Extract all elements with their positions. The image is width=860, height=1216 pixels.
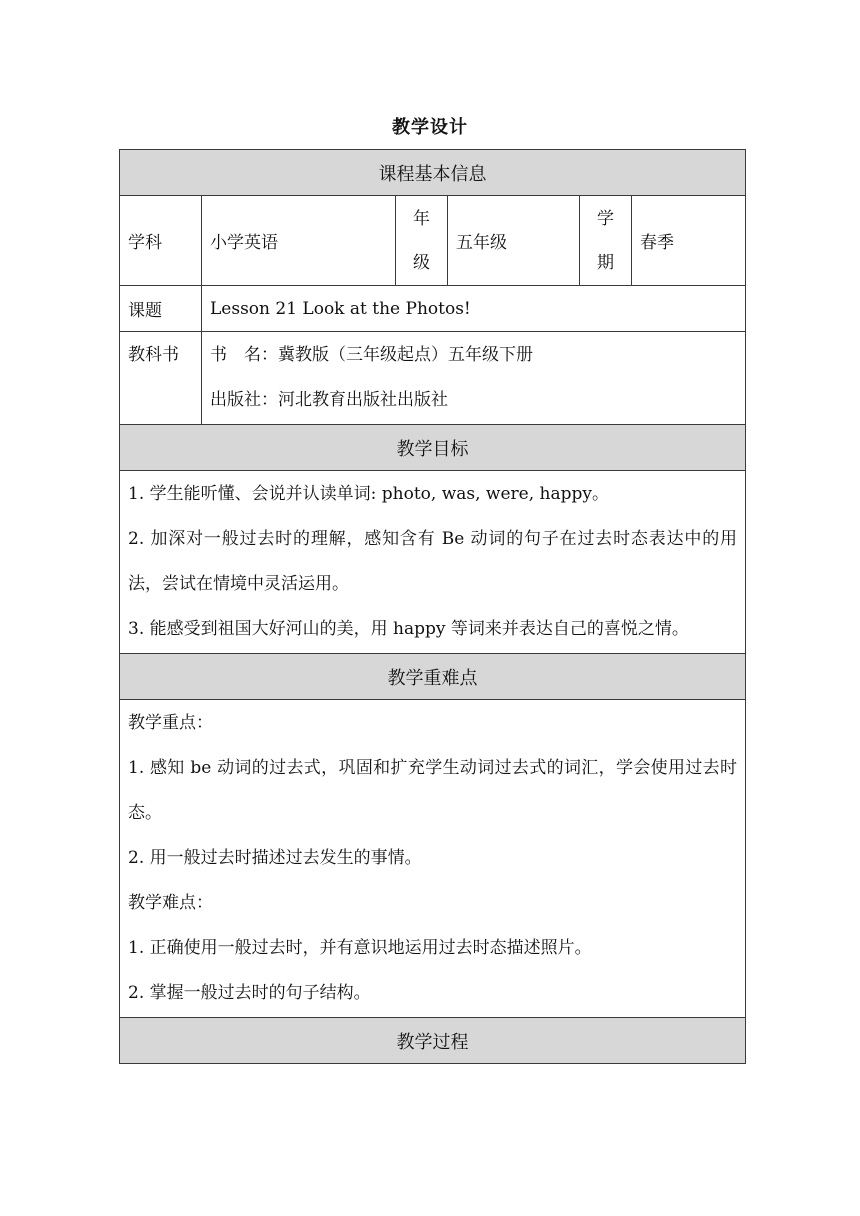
textbook-publisher-line: 出版社：河北教育出版社出版社 xyxy=(210,390,448,410)
difficult-point-item: 2. 掌握一般过去时的句子结构。 xyxy=(128,983,371,1003)
key-points-cell xyxy=(120,700,746,1018)
objectives-cell xyxy=(120,471,746,654)
grade-label-char-2: 级 xyxy=(413,252,430,273)
section-header-basic-info xyxy=(120,150,746,196)
textbook-name-line: 书 名：冀教版（三年级起点）五年级下册 xyxy=(210,345,533,365)
subject-value: 小学英语 xyxy=(202,196,396,286)
objectives-row xyxy=(120,471,746,654)
important-point-item: 1. 感知 be 动词的过去式，巩固和扩充学生动词过去式的词汇，学会使用过去时态。 xyxy=(128,758,738,823)
section-title-process: 教学过程 xyxy=(120,1018,746,1064)
lesson-design-table xyxy=(119,149,746,1064)
document-title: 教学设计 xyxy=(392,117,468,138)
info-row-topic xyxy=(120,286,746,332)
section-title-basic-info: 课程基本信息 xyxy=(120,150,746,196)
difficult-point-item: 1. 正确使用一般过去时，并有意识地运用过去时态描述照片。 xyxy=(128,938,592,958)
term-label-char-2: 期 xyxy=(597,252,614,273)
info-row-subject xyxy=(120,196,746,286)
term-label xyxy=(580,196,632,286)
important-point-item: 2. 用一般过去时描述过去发生的事情。 xyxy=(128,848,422,868)
info-row-textbook xyxy=(120,332,746,425)
grade-label xyxy=(396,196,448,286)
term-label-char-1: 学 xyxy=(597,208,614,229)
topic-value: Lesson 21 Look at the Photos! xyxy=(202,286,746,332)
difficult-points-heading: 教学难点： xyxy=(128,893,213,913)
textbook-value xyxy=(202,332,746,425)
objective-item: 3. 能感受到祖国大好河山的美，用 happy 等词来并表达自己的喜悦之情。 xyxy=(128,619,689,639)
topic-label: 课题 xyxy=(120,286,202,332)
section-header-key-points xyxy=(120,654,746,700)
section-header-process xyxy=(120,1018,746,1064)
objective-item: 1. 学生能听懂、会说并认读单词: photo, was, were, happy。 xyxy=(128,484,609,504)
grade-value: 五年级 xyxy=(448,196,580,286)
textbook-label xyxy=(120,332,202,425)
grade-label-char-1: 年 xyxy=(413,208,430,229)
section-header-objectives xyxy=(120,425,746,471)
term-value: 春季 xyxy=(632,196,746,286)
objective-item: 2. 加深对一般过去时的理解，感知含有 Be 动词的句子在过去时态表达中的用法，尝试在情境中灵活运用。 xyxy=(128,529,738,594)
section-title-objectives: 教学目标 xyxy=(120,425,746,471)
key-points-row xyxy=(120,700,746,1018)
important-points-heading: 教学重点： xyxy=(128,713,213,733)
section-title-key-points: 教学重难点 xyxy=(120,654,746,700)
textbook-label-text: 教科书 xyxy=(128,345,179,365)
subject-label: 学科 xyxy=(120,196,202,286)
